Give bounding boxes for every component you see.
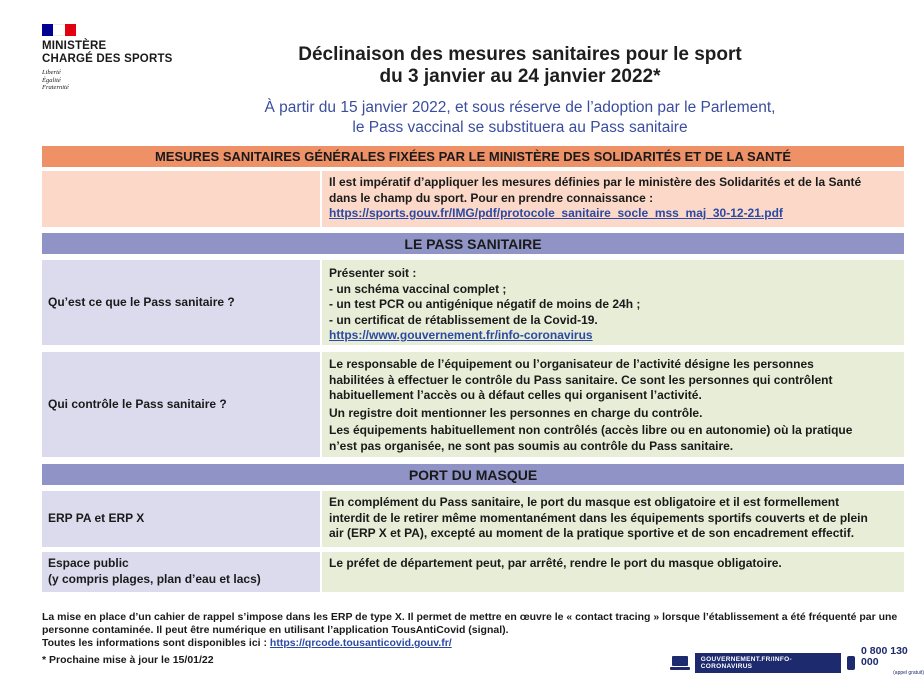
hotline-number: 0 800 130 000 [861, 645, 908, 668]
mask-question-2-line-2: (y compris plages, plan d’eau et lacs) [48, 571, 261, 586]
protocol-pdf-link[interactable]: https://sports.gouv.fr/IMG/pdf/protocole_sanitaire_socle_mss_maj_30-12-21.pdf [329, 206, 783, 220]
hotline-note: (appel gratuit) [893, 670, 924, 676]
motto-fraternite: Fraternité [42, 84, 69, 91]
info-coronavirus-link[interactable]: https://www.gouvernement.fr/info-coronavirus [329, 328, 593, 342]
pass-answer-1-line: - un test PCR ou antigénique négatif de moins de 24h ; [329, 297, 641, 311]
pass-answer-2-line: habituellement l’accès ou à défaut celles qui organisent l’activité. [329, 388, 702, 402]
general-text-line-2: dans le champ du sport. Pour en prendre connaissance : [329, 190, 654, 205]
pass-question-1-cell [42, 260, 320, 345]
general-measures-text [322, 171, 904, 227]
footer-notes [42, 611, 912, 650]
pass-question-2: Qui contrôle le Pass sanitaire ? [48, 396, 227, 411]
pass-answer-1-line: Présenter soit : [329, 266, 417, 280]
title-line-1: Déclinaison des mesures sanitaires pour le sport [298, 44, 742, 65]
general-measures-heading: MESURES SANITAIRES GÉNÉRALES FIXÉES PAR LE MINISTÈRE DES SOLIDARITÉS ET DE LA SANTÉ [42, 146, 904, 167]
tousanticovid-link[interactable]: https://qrcode.tousanticovid.gouv.fr/ [269, 637, 452, 649]
pass-sanitaire-heading: LE PASS SANITAIRE [42, 233, 904, 254]
pass-answer-1-line: - un certificat de rétablissement de la Covid-19. [329, 312, 598, 327]
contact-block [670, 646, 924, 679]
mask-question-2-cell [42, 552, 320, 592]
motto-egalite: Égalité [42, 76, 61, 84]
laptop-icon [670, 656, 689, 670]
ministry-line-1: MINISTÈRE [42, 40, 107, 52]
republic-motto [42, 69, 192, 92]
next-update-note: * Prochaine mise à jour le 15/01/22 [42, 654, 214, 666]
pass-answer-2-line: habilitées à effectuer le contrôle du Pass sanitaire. Ce sont les personnes qui contrôlent [329, 372, 833, 387]
hotline [861, 646, 924, 679]
mask-answer-1-cell [322, 491, 904, 547]
pass-answer-2-line: n’est pas organisée, ne sont pas soumis au contrôle du Pass sanitaire. [329, 438, 734, 453]
pass-question-1: Qu’est ce que le Pass sanitaire ? [48, 294, 235, 309]
footer-line-2: personne contaminée. Il peut être numérique en utilisant l’application TousAntiCovid (signal). [42, 624, 509, 636]
ministry-name [42, 40, 192, 66]
title-line-2: du 3 janvier au 24 janvier 2022* [379, 66, 661, 87]
gov-site-badge[interactable]: GOUVERNEMENT.FR/INFO-CORONAVIRUS [695, 653, 841, 673]
footer-line-3-text: Toutes les informations sont disponibles ici : [42, 637, 270, 649]
mask-answer-2-cell [322, 552, 904, 592]
mask-answer-2: Le préfet de département peut, par arrêté, rendre le port du masque obligatoire. [329, 556, 782, 570]
mask-question-1: ERP PA et ERP X [48, 511, 145, 526]
general-measures-left-cell [42, 171, 320, 227]
ministry-line-2: CHARGÉ DES SPORTS [42, 53, 173, 65]
mask-answer-1-line: interdit de le retirer même momentanément dans les équipements sportifs couverts et de plein [329, 510, 868, 525]
footer-line-1: La mise en place d’un cahier de rappel s’impose dans les ERP de type X. Il permet de mettre en œuvre le « contact tracing » lorsque l’établissement a été fréquenté par une [42, 611, 898, 623]
marianne-flag-icon [42, 24, 76, 36]
pass-answer-2-line: Le responsable de l’équipement ou l’organisateur de l’activité désigne les personnes [329, 357, 814, 371]
pass-answer-2-cell [322, 352, 904, 457]
page-subtitle [200, 98, 840, 138]
motto-liberte: Liberté [42, 69, 61, 76]
mask-question-1-cell [42, 491, 320, 547]
pass-answer-2-line: Un registre doit mentionner les personnes en charge du contrôle. [329, 405, 703, 420]
pass-question-2-cell [42, 352, 320, 457]
mask-question-2-line-1: Espace public [48, 556, 129, 570]
pass-answer-1-line: - un schéma vaccinal complet ; [329, 281, 507, 296]
mask-question-2 [48, 556, 261, 587]
subtitle-line-2: le Pass vaccinal se substituera au Pass sanitaire [352, 119, 688, 136]
pass-answer-2-line: Les équipements habituellement non contrôlés (accès libre ou en autonomie) où la pratique [329, 423, 853, 437]
pass-answer-1-cell [322, 260, 904, 345]
page-title [220, 44, 820, 88]
general-text-line-1: Il est impératif d’appliquer les mesures définies par le ministère des Solidarités et de la Santé [329, 175, 862, 189]
mask-answer-1-line: air (ERP X et PA), excepté au moment de la pratique sportive et de son encadrement effectif. [329, 526, 855, 540]
mask-heading: PORT DU MASQUE [42, 464, 904, 485]
ministry-logo [42, 24, 192, 92]
subtitle-line-1: À partir du 15 janvier 2022, et sous réserve de l’adoption par le Parlement, [264, 99, 776, 116]
mask-answer-1-line: En complément du Pass sanitaire, le port du masque est obligatoire et il est formellement [329, 495, 840, 509]
phone-icon [847, 656, 855, 670]
